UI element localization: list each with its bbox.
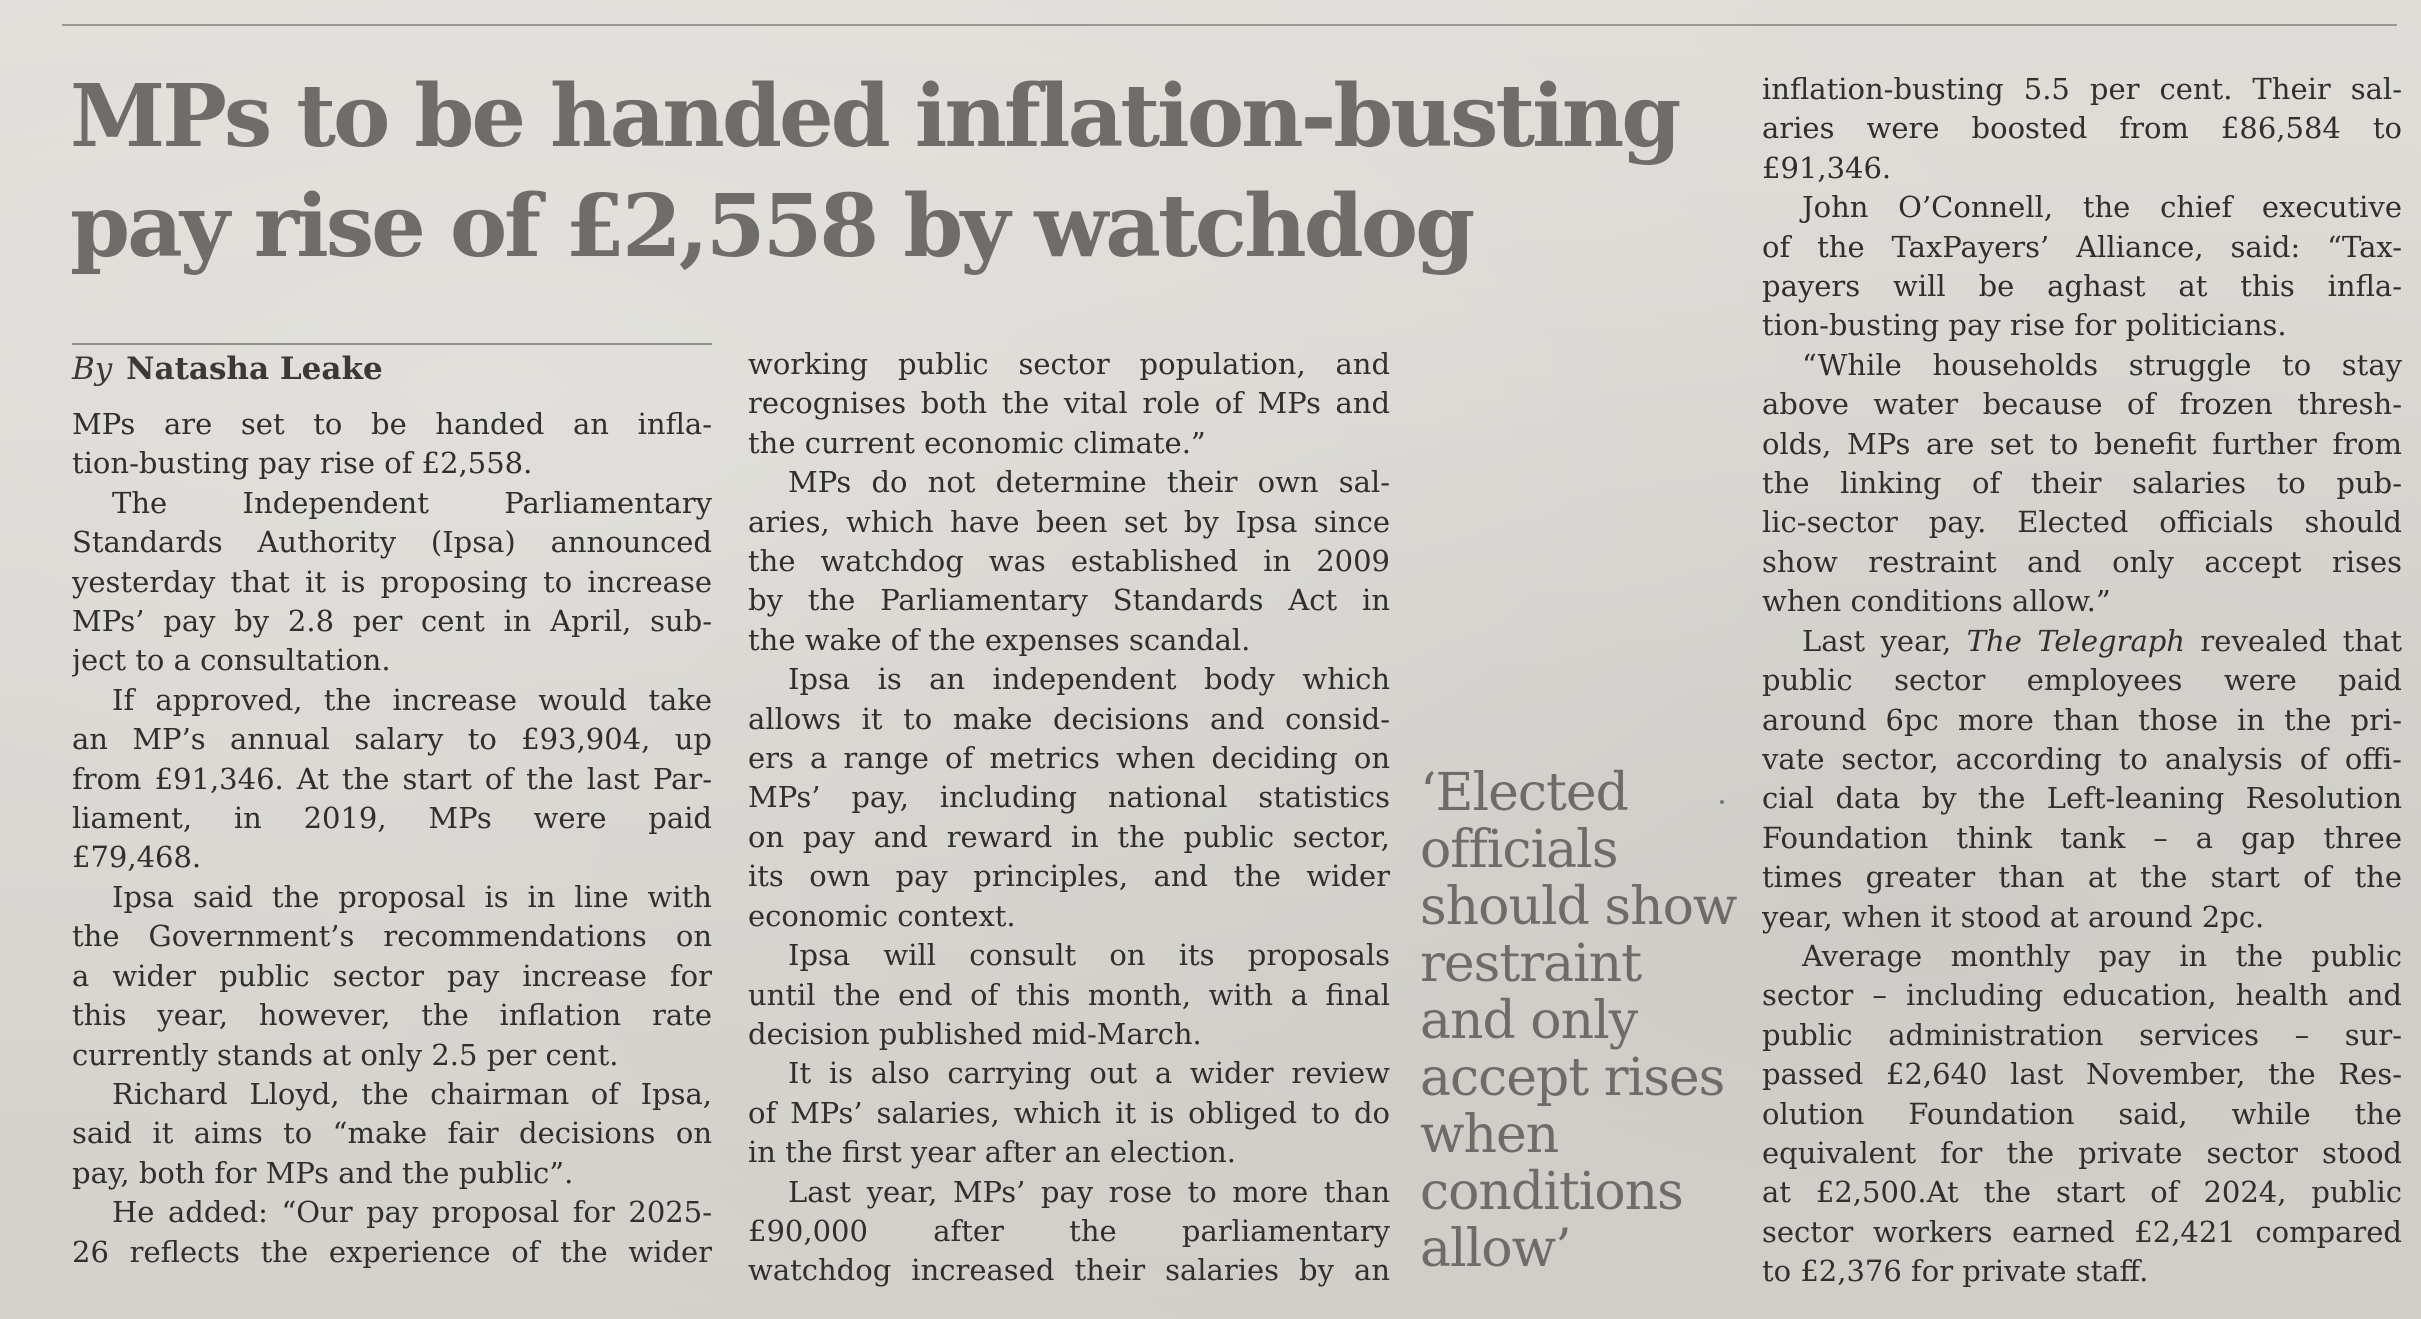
text-line: Average monthly pay in the public	[1802, 938, 2402, 973]
text-line: on pay and reward in the public sector,	[748, 819, 1390, 854]
text-line: He added: “Our pay proposal for 2025-	[112, 1195, 712, 1230]
text-line: MPs do not determine their own sal-	[788, 465, 1390, 500]
text-line: John O’Connell, the chief executive	[1802, 190, 2402, 225]
text-line: an MP’s annual salary to £93,904, up	[72, 722, 712, 757]
text-line: a wider public sector pay increase for	[72, 958, 712, 993]
text-line: aries were boosted from £86,584 to	[1762, 111, 2402, 146]
pull-quote-line: and only	[1420, 991, 1638, 1051]
text-line: lic-sector pay. Elected officials should	[1762, 505, 2402, 540]
text-line: Ipsa said the proposal is in line with	[112, 879, 712, 914]
text-line: watchdog increased their salaries by an	[748, 1253, 1390, 1288]
pull-quote-line: ‘Elected	[1420, 763, 1628, 823]
text-line: public sector employees were paid	[1762, 663, 2402, 698]
text-line: in the first year after an election.	[748, 1135, 1236, 1170]
text-line: Foundation think tank – a gap three	[1762, 820, 2402, 855]
byline	[72, 350, 383, 388]
text-line: olution Foundation said, while the	[1762, 1096, 2402, 1131]
pull-quote-line: restraint	[1420, 934, 1642, 994]
pull-quote	[1420, 765, 1740, 1278]
text-line: The Independent Parliamentary	[112, 485, 712, 520]
text-line: Richard Lloyd, the chairman of Ipsa,	[112, 1076, 712, 1111]
text-line: recognises both the vital role of MPs and	[748, 386, 1390, 421]
text-line: this year, however, the inflation rate	[72, 998, 712, 1033]
text-line: £91,346.	[1762, 150, 1892, 185]
text-line: pay, both for MPs and the public”.	[72, 1155, 574, 1190]
text-line: from £91,346. At the start of the last Par-	[72, 761, 712, 796]
text-line: Last year, MPs’ pay rose to more than	[788, 1174, 1390, 1209]
text-line: yesterday that it is proposing to increase	[72, 564, 712, 599]
pull-quote-line: when	[1420, 1105, 1559, 1165]
text-line: MPs are set to be handed an infla-	[72, 407, 712, 441]
pull-quote-line: officials	[1420, 820, 1618, 880]
text-line: vate sector, according to analysis of offi-	[1762, 741, 2402, 776]
text-line: until the end of this month, with a final	[748, 977, 1390, 1012]
text-line: of MPs’ salaries, which it is obliged to do	[748, 1095, 1390, 1130]
headline-line-1: MPs to be handed inflation-busting	[70, 66, 1679, 167]
text-line: at £2,500.At the start of 2024, public	[1762, 1175, 2402, 1210]
text-line: MPs’ pay, including national statistics	[748, 780, 1390, 815]
pull-quote-line: allow’	[1420, 1219, 1571, 1279]
text-line: decision published mid-March.	[748, 1016, 1202, 1051]
text-line: of the TaxPayers’ Alliance, said: “Tax-	[1762, 229, 2402, 264]
text-line: sector workers earned £2,421 compared	[1762, 1214, 2402, 1249]
text-line: tion-busting pay rise of £2,558.	[72, 446, 533, 481]
byline-author: Natasha Leake	[126, 351, 383, 387]
text-line: around 6pc more than those in the pri-	[1762, 702, 2402, 737]
article-column-1	[72, 405, 712, 1272]
text-line: 26 reflects the experience of the wider	[72, 1234, 712, 1269]
text-line: aries, which have been set by Ipsa since	[748, 504, 1390, 539]
text-line: equivalent for the private sector stood	[1762, 1135, 2402, 1170]
text-line: ers a range of metrics when deciding on	[748, 741, 1390, 776]
text-line: allows it to make decisions and consid-	[748, 701, 1390, 736]
text-line: tion-busting pay rise for politicians.	[1762, 308, 2287, 343]
telegraph-post: revealed that	[2184, 623, 2402, 658]
text-line: its own pay principles, and the wider	[748, 859, 1390, 894]
text-line: the wake of the expenses scandal.	[748, 622, 1251, 657]
text-line: above water because of frozen thresh-	[1762, 387, 2402, 422]
text-line: olds, MPs are set to benefit further from	[1762, 426, 2402, 461]
text-line: the Government’s recommendations on	[72, 919, 712, 954]
decorative-dot	[1720, 800, 1724, 804]
text-line: the watchdog was established in 2009	[748, 544, 1390, 579]
text-line: Ipsa is an independent body which	[788, 662, 1390, 697]
text-line: by the Parliamentary Standards Act in	[748, 583, 1390, 618]
text-line: “While households struggle to stay	[1802, 347, 2402, 382]
byline-rule	[72, 343, 712, 345]
text-line: Standards Authority (Ipsa) announced	[72, 525, 712, 560]
article-column-2	[748, 345, 1390, 1291]
pull-quote-line: should show	[1420, 877, 1737, 937]
text-line: show restraint and only accept rises	[1762, 544, 2402, 579]
text-line-telegraph	[1762, 622, 2402, 661]
text-line: to £2,376 for private staff.	[1762, 1254, 2149, 1289]
text-line: MPs’ pay by 2.8 per cent in April, sub-	[72, 604, 712, 639]
text-line: economic context.	[748, 898, 1016, 933]
text-line: when conditions allow.”	[1762, 584, 2111, 619]
text-line: the linking of their salaries to pub-	[1762, 466, 2402, 501]
text-line: the current economic climate.”	[748, 425, 1206, 460]
pull-quote-line: conditions	[1420, 1162, 1683, 1222]
text-line: said it aims to “make fair decisions on	[72, 1116, 712, 1151]
byline-by: By	[72, 351, 113, 387]
article-column-3	[1762, 70, 2402, 1292]
text-line: It is also carrying out a wider review	[788, 1056, 1390, 1091]
text-line: working public sector population, and	[748, 347, 1390, 381]
telegraph-title: The Telegraph	[1966, 623, 2185, 658]
text-line: inflation-busting 5.5 per cent. Their sal-	[1762, 72, 2402, 106]
text-line: liament, in 2019, MPs were paid	[72, 801, 712, 836]
text-line: Ipsa will consult on its proposals	[788, 938, 1390, 973]
text-line: payers will be aghast at this infla-	[1762, 269, 2402, 304]
text-line: ject to a consultation.	[72, 643, 391, 678]
text-line: £90,000 after the parliamentary	[748, 1213, 1390, 1248]
text-line: If approved, the increase would take	[112, 682, 712, 717]
text-line: passed £2,640 last November, the Res-	[1762, 1057, 2402, 1092]
pull-quote-line: accept rises	[1420, 1048, 1725, 1108]
text-line: times greater than at the start of the	[1762, 860, 2402, 895]
text-line: year, when it stood at around 2pc.	[1762, 899, 2265, 934]
top-rule	[62, 24, 2397, 26]
text-line: currently stands at only 2.5 per cent.	[72, 1037, 619, 1072]
text-line: cial data by the Left-leaning Resolution	[1762, 781, 2402, 816]
text-line: sector – including education, health and	[1762, 978, 2402, 1013]
telegraph-pre: Last year,	[1802, 623, 1967, 658]
headline-line-2: pay rise of £2,558 by watchdog	[70, 176, 1473, 277]
text-line: public administration services – sur-	[1762, 1017, 2402, 1052]
text-line: £79,468.	[72, 840, 202, 875]
headline	[70, 62, 1770, 282]
